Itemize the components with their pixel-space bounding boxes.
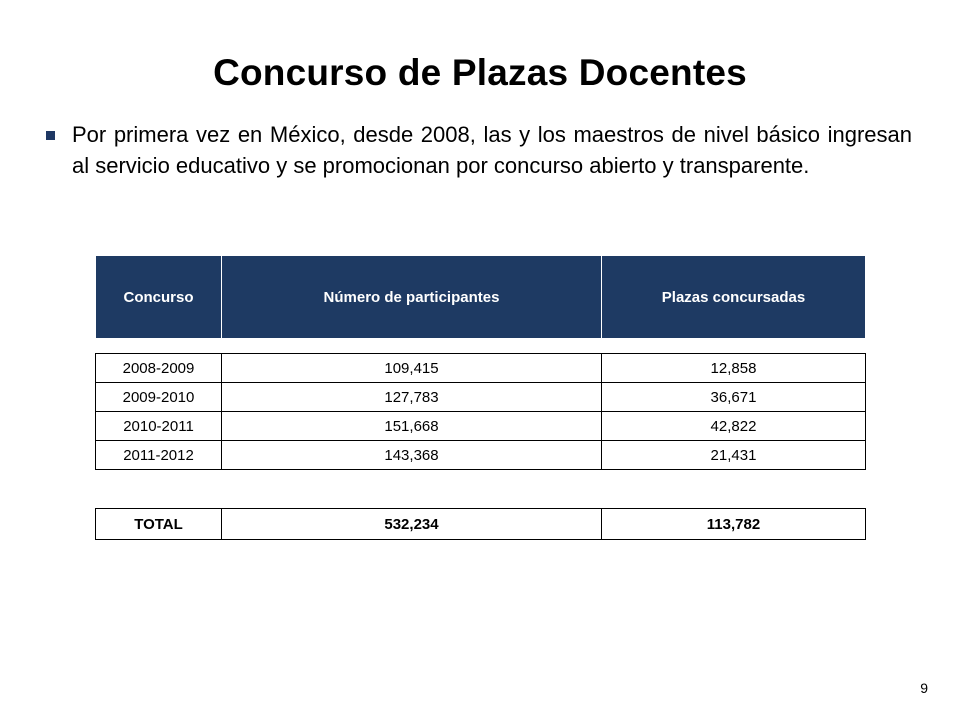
header-concurso: Concurso [96, 256, 222, 339]
cell-plazas: 36,671 [602, 383, 866, 412]
cell-plazas: 21,431 [602, 441, 866, 470]
header-row [96, 256, 866, 339]
table-row [96, 412, 866, 441]
cell-participantes: 127,783 [222, 383, 602, 412]
slide-title: Concurso de Plazas Docentes [213, 52, 747, 93]
cell-plazas: 12,858 [602, 354, 866, 383]
total-row [96, 509, 866, 540]
header-participantes: Número de participantes [222, 256, 602, 339]
table-row [96, 441, 866, 470]
cell-plazas: 42,822 [602, 412, 866, 441]
total-label: TOTAL [96, 509, 222, 540]
table-header [95, 255, 866, 339]
table-row [96, 383, 866, 412]
bullet-point [46, 119, 912, 181]
cell-participantes: 143,368 [222, 441, 602, 470]
cell-concurso: 2010-2011 [96, 412, 222, 441]
bullet-text: Por primera vez en México, desde 2008, las y los maestros de nivel básico ingresan al servicio educativo y se promocionan por concurso abierto y transparente. [72, 122, 912, 178]
total-participantes: 532,234 [222, 509, 602, 540]
cell-concurso: 2011-2012 [96, 441, 222, 470]
total-table [95, 508, 866, 540]
total-plazas: 113,782 [602, 509, 866, 540]
square-bullet-icon [46, 131, 55, 140]
page-number: 9 [920, 680, 928, 696]
header-plazas: Plazas concursadas [602, 256, 866, 339]
cell-participantes: 151,668 [222, 412, 602, 441]
cell-participantes: 109,415 [222, 354, 602, 383]
table-row [96, 354, 866, 383]
data-table [95, 353, 866, 470]
cell-concurso: 2008-2009 [96, 354, 222, 383]
cell-concurso: 2009-2010 [96, 383, 222, 412]
